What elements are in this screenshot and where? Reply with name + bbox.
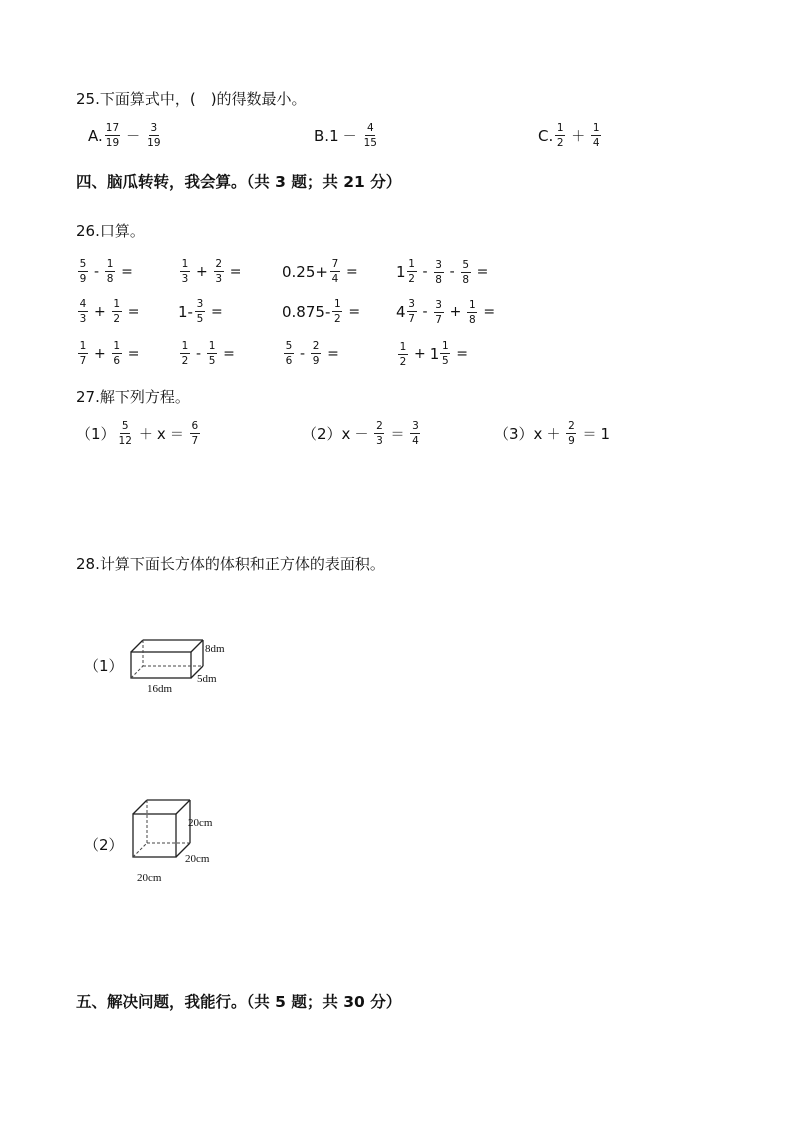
operator: + — [94, 345, 106, 362]
mixed-number — [430, 340, 453, 367]
numerator: 2 — [214, 258, 224, 272]
fraction — [374, 420, 384, 447]
operator: - — [94, 263, 100, 280]
whole-part: 1 — [429, 344, 440, 363]
denominator: 7 — [191, 435, 199, 448]
operator: － — [354, 426, 369, 443]
equation-item — [76, 420, 202, 447]
operator: + — [414, 346, 426, 363]
denominator: 5 — [208, 355, 216, 368]
fraction — [461, 259, 471, 286]
option-label: C. — [538, 126, 554, 145]
numerator: 3 — [434, 299, 444, 313]
numerator: 1 — [440, 340, 450, 354]
expression-item — [178, 258, 245, 285]
fraction — [112, 340, 122, 367]
operator: = — [345, 263, 358, 280]
denominator: 7 — [408, 313, 415, 326]
operator: = — [327, 345, 339, 362]
operator: + — [449, 304, 462, 321]
operator: + — [94, 303, 106, 320]
q25-option-c[interactable] — [538, 122, 603, 149]
number: 0.875- — [282, 302, 331, 321]
numerator: 1 — [180, 258, 190, 272]
section-4-title: 四、脑瓜转转，我会算。（共 3 题；共 21 分） — [76, 173, 402, 191]
numerator: 1 — [105, 258, 115, 272]
fraction — [146, 122, 161, 149]
operator: － — [342, 128, 357, 145]
fraction — [591, 122, 601, 149]
expression-item — [76, 258, 137, 285]
operator: = — [483, 304, 496, 321]
equation-label: （3） — [494, 425, 534, 444]
denominator: 5 — [441, 355, 449, 368]
denominator: 4 — [331, 273, 339, 286]
numerator: 2 — [311, 340, 321, 354]
cube-length-label: 20cm — [137, 872, 162, 884]
operator: - — [449, 264, 455, 281]
denominator: 19 — [105, 137, 120, 150]
fraction — [195, 298, 205, 325]
fraction — [105, 258, 115, 285]
denominator: 5 — [196, 313, 204, 326]
fraction — [112, 298, 122, 325]
fraction — [363, 122, 378, 149]
numerator: 1 — [332, 298, 342, 312]
operator: = — [121, 263, 133, 280]
fraction — [214, 258, 224, 285]
denominator: 2 — [113, 313, 121, 326]
question-25-stem: 25.下面算式中，( )的得数最小。 — [76, 90, 307, 108]
mixed-number — [396, 298, 419, 325]
numerator: 5 — [461, 259, 471, 273]
denominator: 6 — [285, 355, 293, 368]
cuboid-length-label: 16dm — [147, 683, 173, 695]
operator: ＋ — [138, 426, 153, 443]
fraction — [398, 341, 408, 368]
whole-part: 1 — [396, 262, 406, 281]
numerator: 1 — [207, 340, 217, 354]
equation-label: （2） — [302, 425, 342, 444]
numerator: 2 — [374, 420, 384, 434]
operator: ＝ — [582, 426, 597, 443]
expression-item — [76, 340, 143, 367]
operator: = — [127, 345, 140, 362]
denominator: 2 — [181, 355, 189, 368]
cube-figure — [125, 792, 235, 887]
fraction — [440, 340, 450, 367]
operator: - — [422, 304, 428, 321]
numerator: 1 — [467, 299, 477, 313]
fraction — [180, 340, 190, 367]
q25-option-a[interactable] — [88, 122, 164, 149]
numerator: 5 — [120, 420, 130, 434]
section-5-title: 五、解决问题，我能行。（共 5 题；共 30 分） — [76, 993, 402, 1011]
expression-item — [396, 258, 492, 286]
denominator: 3 — [215, 273, 223, 286]
number: x — [341, 424, 351, 443]
denominator: 2 — [408, 273, 415, 286]
numerator: 7 — [330, 258, 340, 272]
expression-item — [282, 298, 364, 325]
fraction — [407, 258, 417, 285]
fraction — [434, 299, 444, 326]
operator: = — [229, 263, 242, 280]
numerator: 4 — [365, 122, 375, 136]
cube-height-label: 20cm — [188, 817, 213, 829]
denominator: 4 — [412, 435, 419, 448]
denominator: 9 — [568, 435, 575, 448]
fraction — [207, 340, 217, 367]
numerator: 3 — [407, 298, 417, 312]
denominator: 3 — [181, 273, 189, 286]
operator: = — [476, 264, 489, 281]
q25-option-b[interactable] — [314, 122, 380, 149]
figure-1-label: （1） — [84, 657, 124, 675]
numerator: 1 — [112, 340, 122, 354]
expression-item — [396, 298, 499, 326]
denominator: 15 — [363, 137, 377, 150]
number: 0.25+ — [282, 262, 328, 281]
denominator: 9 — [312, 355, 320, 368]
fraction — [105, 122, 120, 149]
option-label: B. — [314, 126, 330, 145]
numerator: 1 — [398, 341, 408, 355]
operator: ＝ — [169, 426, 184, 443]
operator: ＋ — [546, 426, 561, 443]
cuboid-height-label: 8dm — [205, 643, 225, 655]
denominator: 3 — [79, 313, 87, 326]
numerator: 6 — [190, 420, 200, 434]
question-28-stem: 28.计算下面长方体的体积和正方体的表面积。 — [76, 555, 385, 573]
numerator: 5 — [284, 340, 294, 354]
fraction — [190, 420, 200, 447]
numerator: 3 — [149, 122, 159, 136]
numerator: 4 — [78, 298, 88, 312]
fraction — [78, 298, 88, 325]
denominator: 7 — [79, 355, 87, 368]
numerator: 1 — [112, 298, 122, 312]
fraction — [332, 298, 342, 325]
numerator: 17 — [105, 122, 120, 136]
question-26-stem: 26.口算。 — [76, 222, 145, 240]
denominator: 2 — [334, 313, 341, 326]
fraction — [407, 298, 417, 325]
denominator: 2 — [556, 137, 564, 150]
fraction — [78, 258, 88, 285]
equation-item — [302, 420, 422, 447]
operator: = — [223, 345, 235, 362]
fraction — [555, 122, 565, 149]
operator: + — [196, 263, 208, 280]
fraction — [180, 258, 190, 285]
denominator: 9 — [79, 273, 87, 286]
mixed-number — [396, 258, 419, 285]
number: x — [533, 424, 543, 443]
numerator: 2 — [566, 420, 576, 434]
fraction — [410, 420, 420, 447]
fraction — [118, 420, 133, 447]
expression-item — [282, 340, 343, 367]
operator: = — [348, 303, 361, 320]
number: 1 — [329, 126, 339, 145]
cuboid-depth-label: 5dm — [197, 673, 217, 685]
fraction — [467, 299, 477, 326]
operator: － — [126, 128, 141, 145]
denominator: 19 — [147, 137, 161, 150]
equation-item — [494, 420, 610, 447]
option-label: A. — [88, 126, 103, 145]
numerator: 1 — [555, 122, 565, 136]
denominator: 8 — [106, 273, 114, 286]
operator: ＋ — [571, 128, 586, 145]
operator: - — [196, 345, 202, 362]
denominator: 4 — [592, 137, 600, 150]
fraction — [566, 420, 576, 447]
question-27-stem: 27.解下列方程。 — [76, 388, 190, 406]
numerator: 3 — [434, 259, 444, 273]
operator: ＝ — [390, 426, 405, 443]
denominator: 8 — [435, 273, 442, 286]
operator: = — [210, 303, 223, 320]
fraction — [330, 258, 340, 285]
expression-item — [282, 258, 362, 285]
fraction — [78, 340, 88, 367]
expression-item — [396, 340, 472, 368]
figure-2-label: （2） — [84, 836, 124, 854]
expression-item — [178, 340, 239, 367]
numerator: 1 — [407, 258, 417, 272]
fraction — [434, 259, 444, 286]
numerator: 5 — [78, 258, 88, 272]
cube-depth-label: 20cm — [185, 853, 210, 865]
expression-item — [76, 298, 143, 325]
operator: - — [300, 345, 306, 362]
operator: = — [127, 303, 140, 320]
fraction — [284, 340, 294, 367]
fraction — [311, 340, 321, 367]
numerator: 1 — [591, 122, 601, 136]
expression-item — [178, 298, 227, 325]
operator: = — [456, 346, 469, 363]
number: 1 — [600, 424, 610, 443]
denominator: 12 — [118, 435, 132, 448]
denominator: 7 — [435, 313, 442, 326]
cuboid-figure — [125, 630, 245, 700]
denominator: 8 — [462, 273, 470, 286]
number: 1- — [178, 302, 193, 321]
denominator: 8 — [469, 313, 476, 326]
numerator: 1 — [180, 340, 190, 354]
numerator: 1 — [78, 340, 88, 354]
denominator: 2 — [399, 355, 407, 368]
whole-part: 4 — [396, 302, 406, 321]
numerator: 3 — [410, 420, 420, 434]
denominator: 6 — [113, 355, 121, 368]
denominator: 3 — [376, 435, 383, 448]
operator: - — [422, 264, 428, 281]
numerator: 3 — [195, 298, 205, 312]
equation-label: （1） — [76, 425, 116, 444]
number: x — [156, 424, 166, 443]
